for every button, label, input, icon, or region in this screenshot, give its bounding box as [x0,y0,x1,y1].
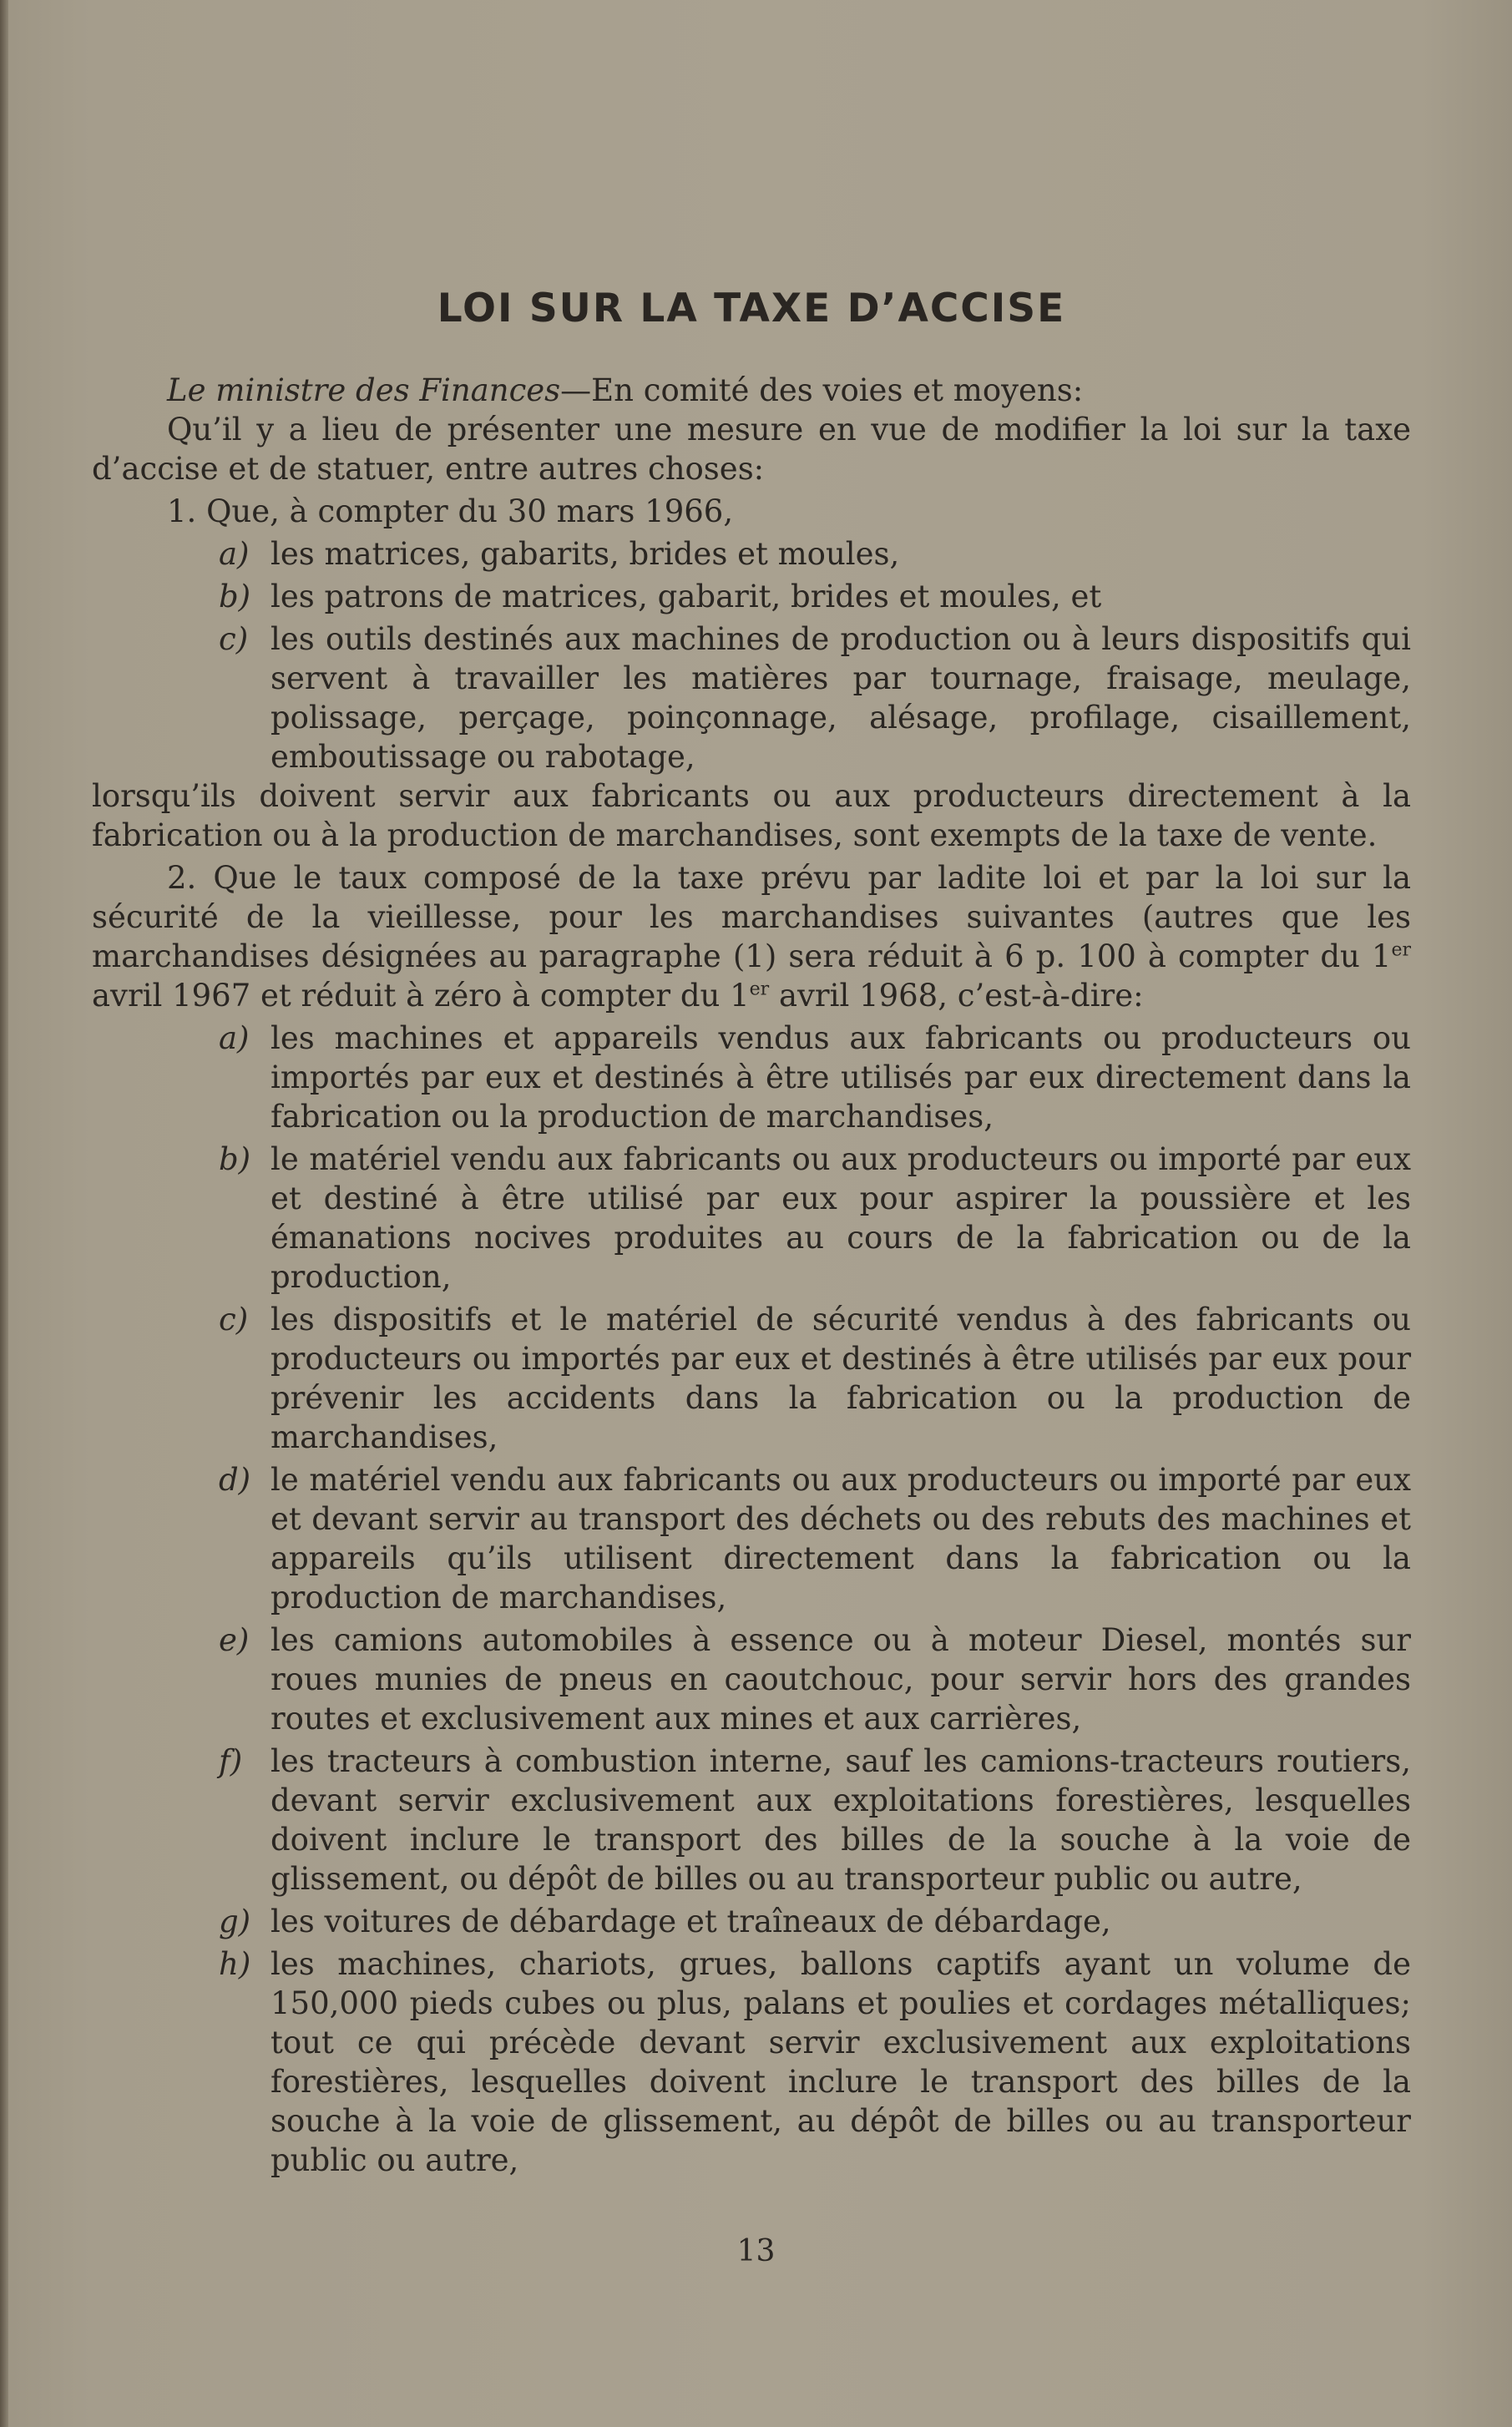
item-label: a) [219,1020,250,1056]
list-item [219,619,1411,776]
list-item [219,1621,1411,1738]
list-item [219,534,1411,574]
minister-name: Le ministre des Finances [167,372,561,408]
item-text: les patrons de matrices, gabarit, brides et moules, et [271,579,1102,614]
document-title: LOI SUR LA TAXE D’ACCISE [437,286,1066,331]
item-label: g) [219,1904,251,1939]
intro-rest: —En comité des voies et moyens: [560,372,1084,408]
item-text: les matrices, gabarits, brides et moules, [271,536,900,572]
superscript-er: er [749,978,770,1000]
section-1-closing: lorsqu’ils doivent servir aux fabricants ou aux producteurs directement à la fabrication ou à la production de marchandises, sont exempts de la taxe de vente. [92,778,1411,853]
resolution-paragraph: Qu’il y a lieu de présenter une mesure en vue de modifier la loi sur la taxe d’accise et de statuer, entre autres choses: [92,412,1411,487]
section-1-lead-text: Que, à compter du 30 mars 1966, [206,493,734,529]
section-1-lead [92,492,1411,531]
item-label: b) [219,579,251,614]
item-text: les tracteurs à combustion interne, sauf les camions-tracteurs routiers, devant servir exclusivement aux exploitations forestières, lesquelles doivent inclure le transport des billes de la souche à la voie de glissement, ou dépôt de billes ou au transporteur public ou autre, [271,1743,1411,1897]
list-item [219,1140,1411,1297]
item-text: le matériel vendu aux fabricants ou aux producteurs ou importé par eux et devant servir au transport des déchets ou des rebuts des machines et appareils qu’ils utilisent directement dans la fabrication ou la production de marchandises, [271,1462,1411,1615]
item-text: les machines, chariots, grues, ballons captifs ayant un volume de 150,000 pieds cubes ou plus, palans et poulies et cordages métalliques; tout ce qui précède devant servir exclusivement aux exploitations forestières, lesquelles doivent inclure le transport des billes de la souche à la voie de glissement, au dépôt de billes ou au transporteur public ou autre, [271,1946,1411,2178]
item-label: c) [219,621,249,657]
list-item [219,1902,1411,1941]
list-item [219,1300,1411,1457]
document-body [92,284,1411,2180]
item-text: les machines et appareils vendus aux fabricants ou producteurs ou importés par eux et destinés à être utilisés par eux directement dans la fabrication ou la production de marchandises, [271,1020,1411,1135]
item-text: les voitures de débardage et traîneaux de débardage, [271,1904,1111,1939]
item-label: a) [219,536,250,572]
section-2-lead [92,858,1411,1015]
list-item [219,1019,1411,1136]
section-2-number: 2. [167,860,197,896]
list-item [219,1460,1411,1617]
item-label: f) [219,1743,243,1779]
section-2-lead-c: avril 1968, c’est-à-dire: [769,978,1144,1014]
list-item [219,1944,1411,2180]
item-label: e) [219,1622,250,1658]
section-1-list [92,534,1411,776]
section-1-number: 1. [167,493,197,529]
list-item [219,577,1411,616]
section-2-lead-b: avril 1967 et réduit à zéro à compter du 1 [92,978,750,1014]
section-2-list [92,1019,1411,2180]
superscript-er: er [1391,939,1411,961]
item-label: d) [219,1462,251,1498]
section-2-lead-a: Que le taux composé de la taxe prévu par ladite loi et par la loi sur la sécurité de la vieillesse, pour les marchandises suivantes (autres que les marchandises désignées au paragraphe (1) sera réduit à 6 p. 100 à compter du 1 [92,860,1411,974]
list-item [219,1742,1411,1899]
item-label: h) [219,1946,251,1982]
item-text: le matériel vendu aux fabricants ou aux producteurs ou importé par eux et destiné à être utilisé par eux pour aspirer la poussière et les émanations nocives produites au cours de la fabrication ou de la production, [271,1141,1411,1295]
intro-paragraph [92,371,1411,410]
item-label: b) [219,1141,251,1177]
page-number: 13 [736,2234,776,2268]
item-text: les camions automobiles à essence ou à moteur Diesel, montés sur roues munies de pneus en caoutchouc, pour servir hors des grandes routes et exclusivement aux mines et aux carrières, [271,1622,1411,1737]
item-label: c) [219,1302,249,1337]
item-text: les dispositifs et le matériel de sécurité vendus à des fabricants ou producteurs ou importés par eux et destinés à être utilisés par eux pour prévenir les accidents dans la fabrication ou la production de marchandises, [271,1302,1411,1455]
item-text: les outils destinés aux machines de production ou à leurs dispositifs qui servent à travailler les matières par tournage, fraisage, meulage, polissage, perçage, poinçonnage, alésage, profilage, cisaillement, emboutissage ou rabotage, [271,621,1411,775]
